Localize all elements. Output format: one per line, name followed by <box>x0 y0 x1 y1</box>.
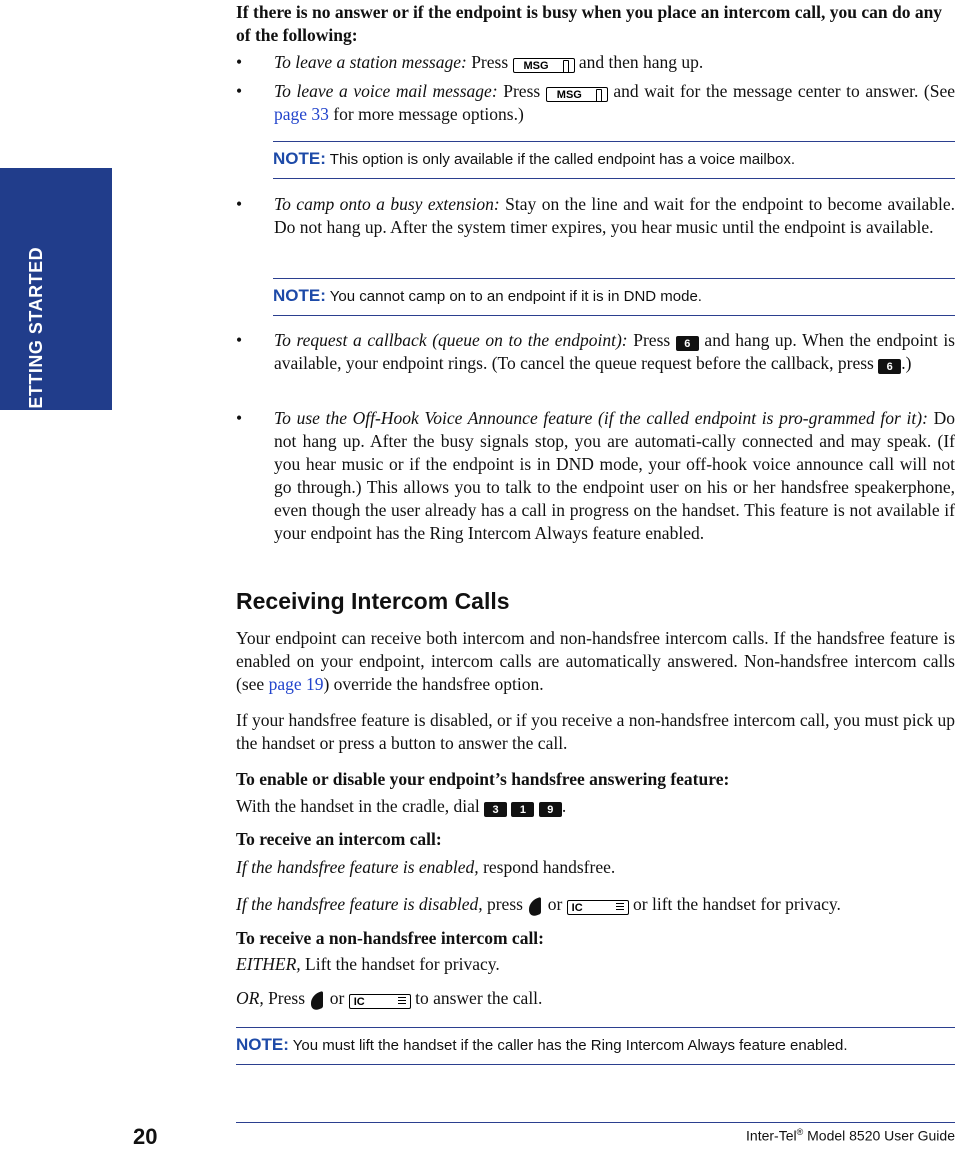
dial-key-3: 3 <box>484 802 507 817</box>
bullet-voice-mail: • To leave a voice mail message: Press MSG and wait for the message center to answer. (See page 33 for more message options.) <box>236 81 956 124</box>
footer-rule <box>236 1122 955 1123</box>
bullet-callback: • To request a callback (queue on to the endpoint): Press 6 and hang up. When the endpoint is available, your endpoint rings. (To cancel the queue request before the callback, press 6 .) <box>236 330 955 373</box>
paragraph-handsfree-enabled: If the handsfree feature is enabled, respond handsfree. <box>236 857 616 877</box>
side-tab <box>0 168 112 410</box>
note-ring-intercom-always: NOTE: You must lift the handset if the caller has the Ring Intercom Always feature enabled. <box>236 1027 955 1065</box>
paragraph-dial: With the handset in the cradle, dial 3 1 9 . <box>236 796 567 816</box>
dial-key-1: 1 <box>511 802 534 817</box>
heading-enable-handsfree: To enable or disable your endpoint’s handsfree answering feature: <box>236 769 730 789</box>
bullet-off-hook-voice-announce: • To use the Off-Hook Voice Announce feature (if the called endpoint is pro-grammed for it): Do not hang up. After the busy signals stop, you are automati-cally connected and may speak. (If you hear music or if the endpoint is in DND mode, your off-hook voice announce call will not go through.) This allows you to talk to the endpoint user on his or her handsfree speakerphone, even though the user already has a call in progress on the handset. This feature is not available if your endpoint has the Ring Intercom Always feature enabled. <box>236 408 956 543</box>
paragraph-handsfree-disabled-press: If the handsfree feature is disabled, press or IC or lift the handset for privacy. <box>236 894 841 914</box>
heading-receive-non-handsfree: To receive a non-handsfree intercom call: <box>236 928 544 948</box>
side-tab-label: GETTING STARTED <box>26 246 46 424</box>
intro-text: If there is no answer or if the endpoint is busy when you place an intercom call, you can do any of the following: <box>236 2 943 45</box>
dial-key-9: 9 <box>539 802 562 817</box>
dial-key-6: 6 <box>676 336 699 351</box>
paragraph-either: EITHER, Lift the handset for privacy. <box>236 954 500 974</box>
handset-icon <box>309 990 325 1010</box>
dial-key-6: 6 <box>878 359 901 374</box>
paragraph-receive-calls: Your endpoint can receive both intercom and non-handsfree intercom calls. If the handsfree feature is enabled on your endpoint, intercom calls are automatically answered. Non-handsfree intercom calls (see page 19) override the handsfree option. <box>236 628 955 694</box>
bullet-station-message: • To leave a station message: Press MSG and then hang up. <box>236 52 704 72</box>
ic-key: IC <box>567 900 629 915</box>
paragraph-handsfree-disabled: If your handsfree feature is disabled, or if you receive a non-handsfree intercom call, you must pick up the handset or press a button to answer the call. <box>236 710 955 753</box>
section-title: Receiving Intercom Calls <box>236 588 510 614</box>
ic-key: IC <box>349 994 411 1009</box>
msg-key: MSG <box>513 58 575 73</box>
note-voice-mailbox: NOTE: This option is only available if the called endpoint has a voice mailbox. <box>273 141 955 179</box>
paragraph-or: OR, Press or IC to answer the call. <box>236 988 543 1008</box>
page-33-link[interactable]: page 33 <box>274 104 329 124</box>
heading-receive-intercom: To receive an intercom call: <box>236 829 442 849</box>
note-dnd: NOTE: You cannot camp on to an endpoint if it is in DND mode. <box>273 278 955 316</box>
page-number: 20 <box>133 1124 158 1149</box>
msg-key: MSG <box>546 87 608 102</box>
bullet-camp-on: • To camp onto a busy extension: Stay on the line and wait for the endpoint to become available. Do not hang up. After the system timer expires, you hear music until the endpoint is available. <box>236 194 956 237</box>
page-19-link[interactable]: page 19 <box>268 674 324 694</box>
handset-icon <box>527 896 543 916</box>
guide-title: Inter-Tel® Model 8520 User Guide <box>746 1127 955 1144</box>
